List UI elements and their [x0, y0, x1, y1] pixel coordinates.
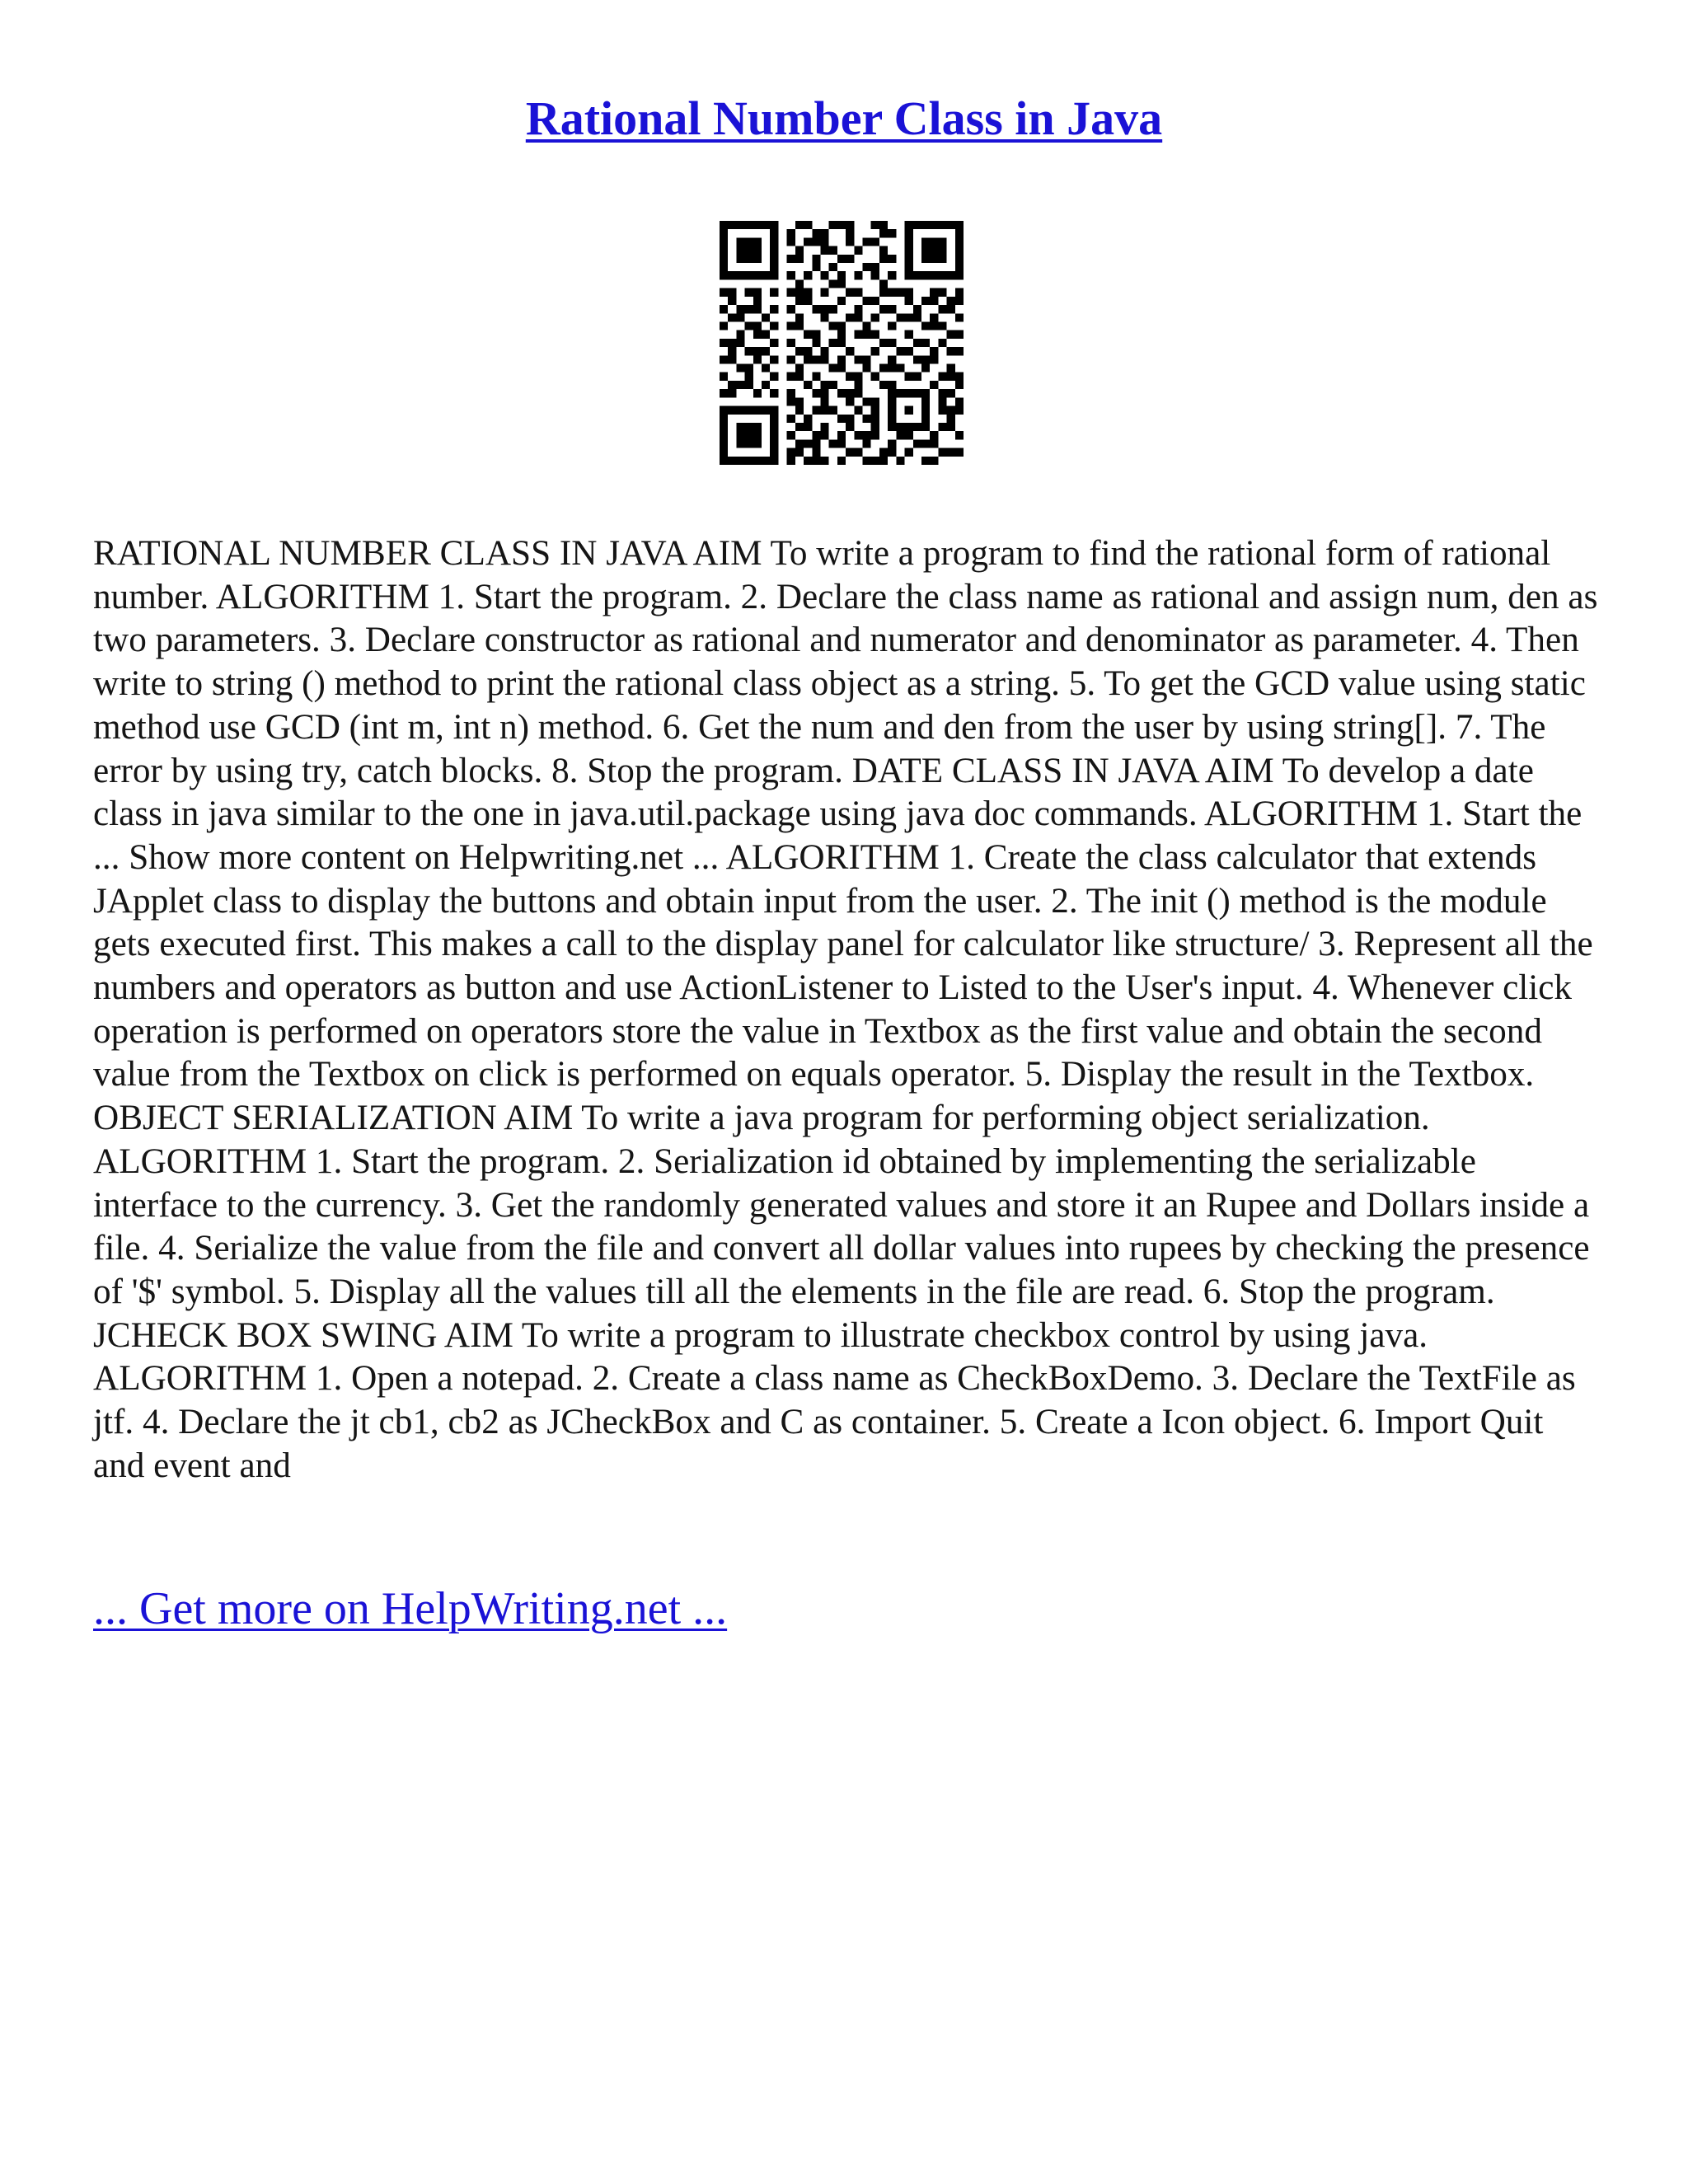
body-paragraph: RATIONAL NUMBER CLASS IN JAVA AIM To write a program to find the rational form of rational number. ALGORITHM 1. Start the program. 2. Declare the class name as rational and assign num, den as two parameters. 3. Declare constructor as rational and numerator and denominator as parameter. 4. Then write to string () method to print the rational class object as a string. 5. To get the GCD value using static method use GCD (int m, int n) method. 6. Get the num and den from the user by using string[]. 7. The error by using try, catch blocks. 8. Stop the program. DATE CLASS IN JAVA AIM To develop a date class in java similar to the one in java.util.package using java doc commands. ALGORITHM 1. Start the ... Show more content on Helpwriting.net ... ALGORITHM 1. Create the class calculator that extends JApplet class to display the buttons and obtain input from the user. 2. The init () method is the module gets executed first. This makes a call to the display panel for calculator like structure/ 3. Represent all the numbers and operators as button and use ActionListener to Listed to the User's input. 4. Whenever click operation is performed on operators store the value in Textbox as the first value and obtain the second value from the Textbox on click is performed on equals operator. 5. Display the result in the Textbox. OBJECT SERIALIZATION AIM To write a java program for performing object serialization. ALGORITHM 1. Start the program. 2. Serialization id obtained by implementing the serializable interface to the currency. 3. Get the randomly generated values and store it an Rupee and Dollars inside a file. 4. Serialize the value from the file and convert all dollar values into rupees by checking the presence of '$' symbol. 5. Display all the values till all the elements in the file are read. 6. Stop the program. JCHECK BOX SWING AIM To write a program to illustrate checkbox control by using java. ALGORITHM 1. Open a notepad. 2. Create a class name as CheckBoxDemo. 3. Declare the TextFile as jtf. 4. Declare the jt cb1, cb2 as JCheckBox and C as container. 5. Create a Icon object. 6. Import Quit and event and	[93, 534, 1598, 1485]
title-link[interactable]: Rational Number Class in Java	[525, 91, 1163, 145]
get-more-link[interactable]: ... Get more on HelpWriting.net ...	[93, 1583, 728, 1634]
page-title	[0, 89, 1688, 148]
get-more-paragraph	[93, 1581, 727, 1637]
qr-code-icon	[720, 221, 964, 465]
